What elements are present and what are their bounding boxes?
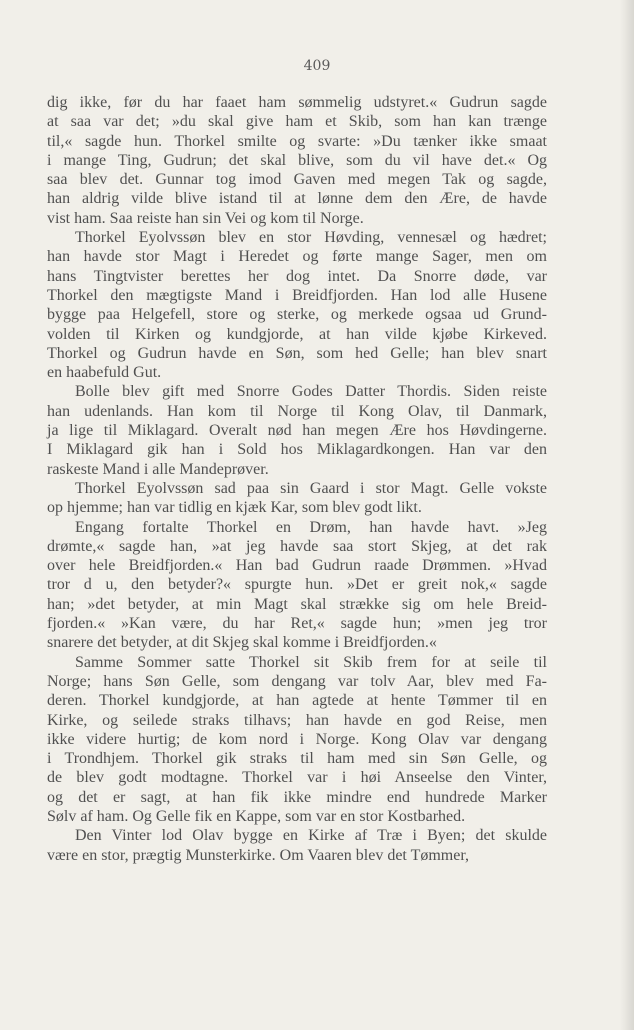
text-line: volden til Kirken og kundgjorde, at han vilde kjøbe Kirkeved.: [47, 325, 547, 343]
text-line: tror d u, den betyder?« spurgte hun. »Det er greit nok,« sagde: [47, 576, 547, 594]
text-line: drømte,« sagde han, »at jeg havde saa stort Skjeg, at det rak: [47, 537, 547, 555]
paragraph: [47, 826, 547, 865]
text-line: hans Tingtvister berettes her dog intet. Da Snorre døde, var: [47, 267, 547, 285]
paragraph: [47, 518, 547, 653]
text-line: ikke videre hurtig; de kom nord i Norge. Kong Olav var dengang: [47, 730, 547, 748]
text-line: han udenlands. Han kom til Norge til Kong Olav, til Danmark,: [47, 402, 547, 420]
text-line: Den Vinter lod Olav bygge en Kirke af Træ i Byen; det skulde: [75, 827, 547, 845]
paragraph: [47, 93, 547, 228]
paragraph: [47, 228, 547, 382]
text-line: Kirke, og seilede straks tilhavs; han havde en god Reise, men: [47, 711, 547, 729]
text-line: ja lige til Miklagard. Overalt nød han megen Ære hos Høvdingerne.: [47, 422, 547, 440]
text-line: de blev godt modtagne. Thorkel var i høi Anseelse den Vinter,: [47, 769, 547, 787]
text-line: Sølv af ham. Og Gelle fik en Kappe, som var en stor Kostbarhed.: [47, 807, 466, 825]
text-line: i mange Ting, Gudrun; det skal blive, som du vil have det.« Og: [47, 151, 547, 169]
text-line: en haabefuld Gut.: [47, 364, 162, 382]
text-line: at saa var det; »du skal give ham et Skib, som han kan trænge: [47, 113, 547, 131]
text-line: deren. Thorkel kundgjorde, at han agtede at hente Tømmer til en: [47, 692, 547, 710]
text-line: Thorkel den mægtigste Mand i Breidfjorden. Han lod alle Husene: [47, 286, 547, 304]
page-number: 409: [303, 58, 331, 74]
text-line: til,« sagde hun. Thorkel smilte og svarte: »Du tænker ikke smaat: [47, 132, 547, 150]
body-text: [47, 93, 547, 865]
text-line: Bolle blev gift med Snorre Godes Datter Thordis. Siden reiste: [75, 383, 547, 401]
text-line: i Trondhjem. Thorkel gik straks til ham med sin Søn Gelle, og: [47, 750, 547, 768]
text-line: I Miklagard gik han i Sold hos Miklagardkongen. Han var den: [47, 441, 547, 459]
text-line: Engang fortalte Thorkel en Drøm, han havde havt. »Jeg: [75, 518, 547, 536]
text-line: saa blev det. Gunnar tog imod Gaven med megen Tak og sagde,: [47, 171, 547, 189]
text-line: han aldrig vilde blive istand til at lønne dem den Ære, de havde: [47, 190, 547, 208]
text-line: dig ikke, før du har faaet ham sømmelig udstyret.« Gudrun sagde: [47, 94, 547, 111]
text-line: over hele Breidfjorden.« Han bad Gudrun raade Drømmen. »Hvad: [47, 557, 547, 575]
text-line: snarere det betyder, at dit Skjeg skal komme i Breidfjorden.«: [47, 634, 437, 652]
text-line: op hjemme; han var tidlig en kjæk Kar, som blev godt likt.: [47, 499, 422, 517]
paragraph: [47, 479, 547, 518]
text-line: være en stor, prægtig Munsterkirke. Om Vaaren blev det Tømmer,: [47, 846, 470, 864]
text-line: han; »det betyder, at min Magt skal strække sig om hele Breid-: [47, 595, 547, 613]
text-line: Samme Sommer satte Thorkel sit Skib frem for at seile til: [75, 653, 547, 671]
paragraph: [47, 382, 547, 478]
text-line: Norge; hans Søn Gelle, som dengang var tolv Aar, blev med Fa-: [47, 672, 547, 690]
text-line: og det er sagt, at han fik ikke mindre end hundrede Marker: [47, 788, 547, 806]
text-line: bygge paa Helgefell, store og sterke, og merkede ogsaa ud Grund-: [47, 306, 547, 324]
paragraph: [47, 653, 547, 827]
text-line: Thorkel Eyolvssøn blev en stor Høvding, vennesæl og hædret;: [75, 229, 547, 247]
text-line: raskeste Mand i alle Mandeprøver.: [47, 460, 269, 478]
page-edge-shadow: [620, 0, 634, 1030]
text-line: Thorkel Eyolvssøn sad paa sin Gaard i stor Magt. Gelle vokste: [75, 479, 547, 497]
text-line: fjorden.« »Kan være, du har Ret,« sagde hun; »men jeg tror: [47, 615, 547, 633]
text-line: Thorkel og Gudrun havde en Søn, som hed Gelle; han blev snart: [47, 344, 547, 362]
text-line: han havde stor Magt i Heredet og førte mange Sager, men om: [47, 248, 547, 266]
text-line: vist ham. Saa reiste han sin Vei og kom til Norge.: [47, 209, 364, 227]
